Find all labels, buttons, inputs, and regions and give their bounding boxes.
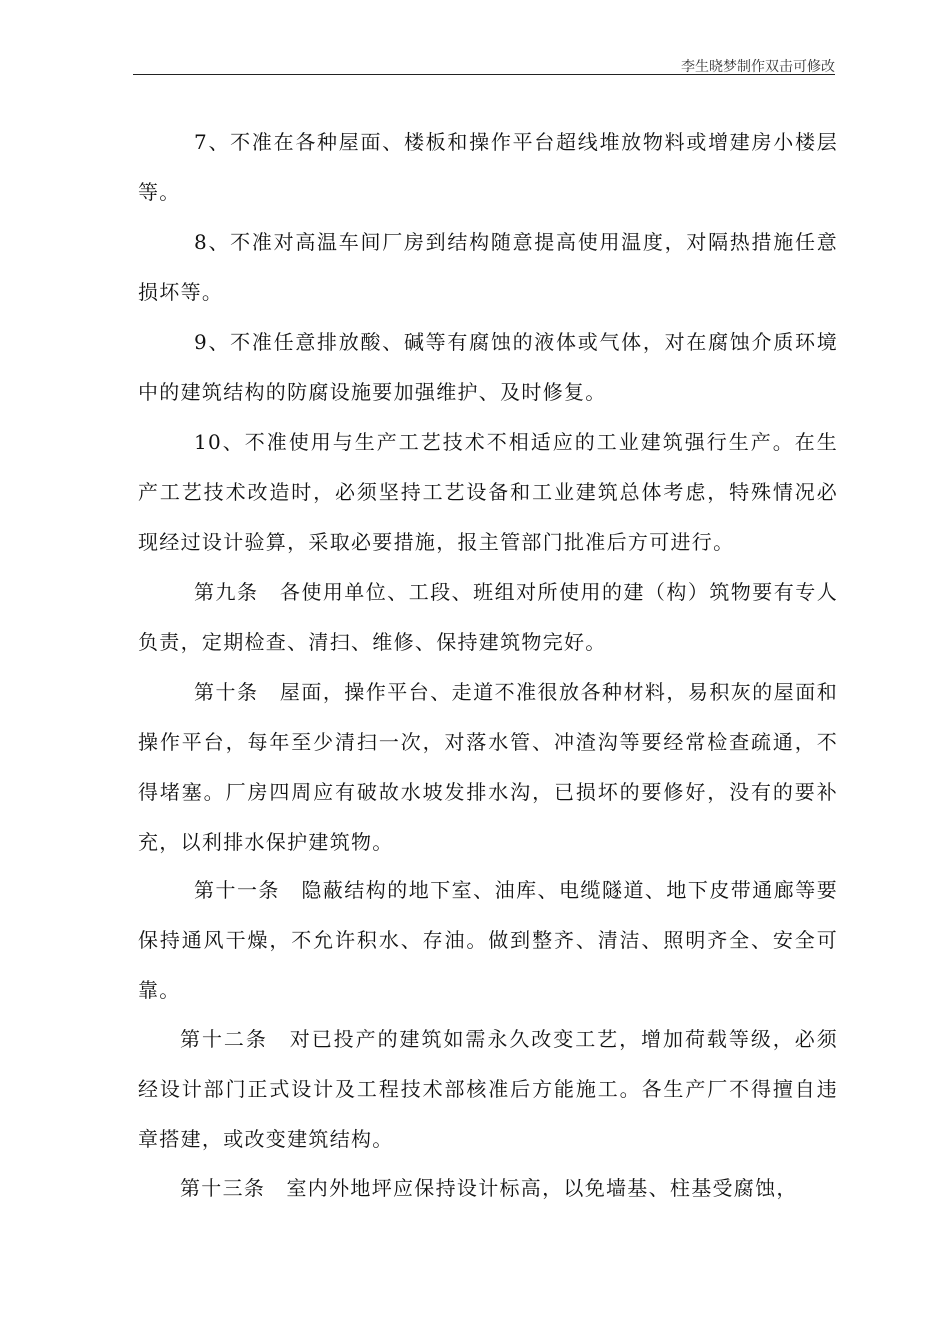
page-header	[133, 54, 835, 75]
paragraph-article-11: 第十一条 隐蔽结构的地下室、油库、电缆隧道、地下皮带通廊等要保持通风干燥，不允许积水、存油。做到整齐、清洁、照明齐全、安全可靠。	[138, 878, 838, 1002]
paragraph-article-12: 第十二条 对已投产的建筑如需永久改变工艺，增加荷载等级，必须经设计部门正式设计及工程技术部核准后方能施工。各生产厂不得擅自违章搭建，或改变建筑结构。	[138, 1027, 838, 1151]
paragraph-item-8: 8、不准对高温车间厂房到结构随意提高使用温度，对隔热措施任意损坏等。	[138, 230, 838, 304]
header-text: 李生晓梦制作双击可修改	[681, 59, 835, 75]
paragraph-item-9: 9、不准任意排放酸、碱等有腐蚀的液体或气体，对在腐蚀介质环境中的建筑结构的防腐设施要加强维护、及时修复。	[138, 330, 838, 404]
paragraph-item-7: 7、不准在各种屋面、楼板和操作平台超线堆放物料或增建房小楼层等。	[138, 130, 838, 204]
paragraph-item-10: 10、不准使用与生产工艺技术不相适应的工业建筑强行生产。在生产工艺技术改造时，必须坚持工艺设备和工业建筑总体考虑，特殊情况必现经过设计验算，采取必要措施，报主管部门批准后方可进行。	[138, 430, 838, 554]
paragraph-article-10: 第十条 屋面，操作平台、走道不准很放各种材料，易积灰的屋面和操作平台，每年至少清扫一次，对落水管、冲渣沟等要经常检查疏通，不得堵塞。厂房四周应有破故水坡发排水沟，已损坏的要修好，没有的要补充，以利排水保护建筑物。	[138, 680, 838, 854]
paragraph-article-13: 第十三条 室内外地坪应保持设计标高，以免墙基、柱基受腐蚀，	[180, 1176, 798, 1200]
paragraph-article-9: 第九条 各使用单位、工段、班组对所使用的建（构）筑物要有专人负责，定期检查、清扫、维修、保持建筑物完好。	[138, 580, 838, 654]
